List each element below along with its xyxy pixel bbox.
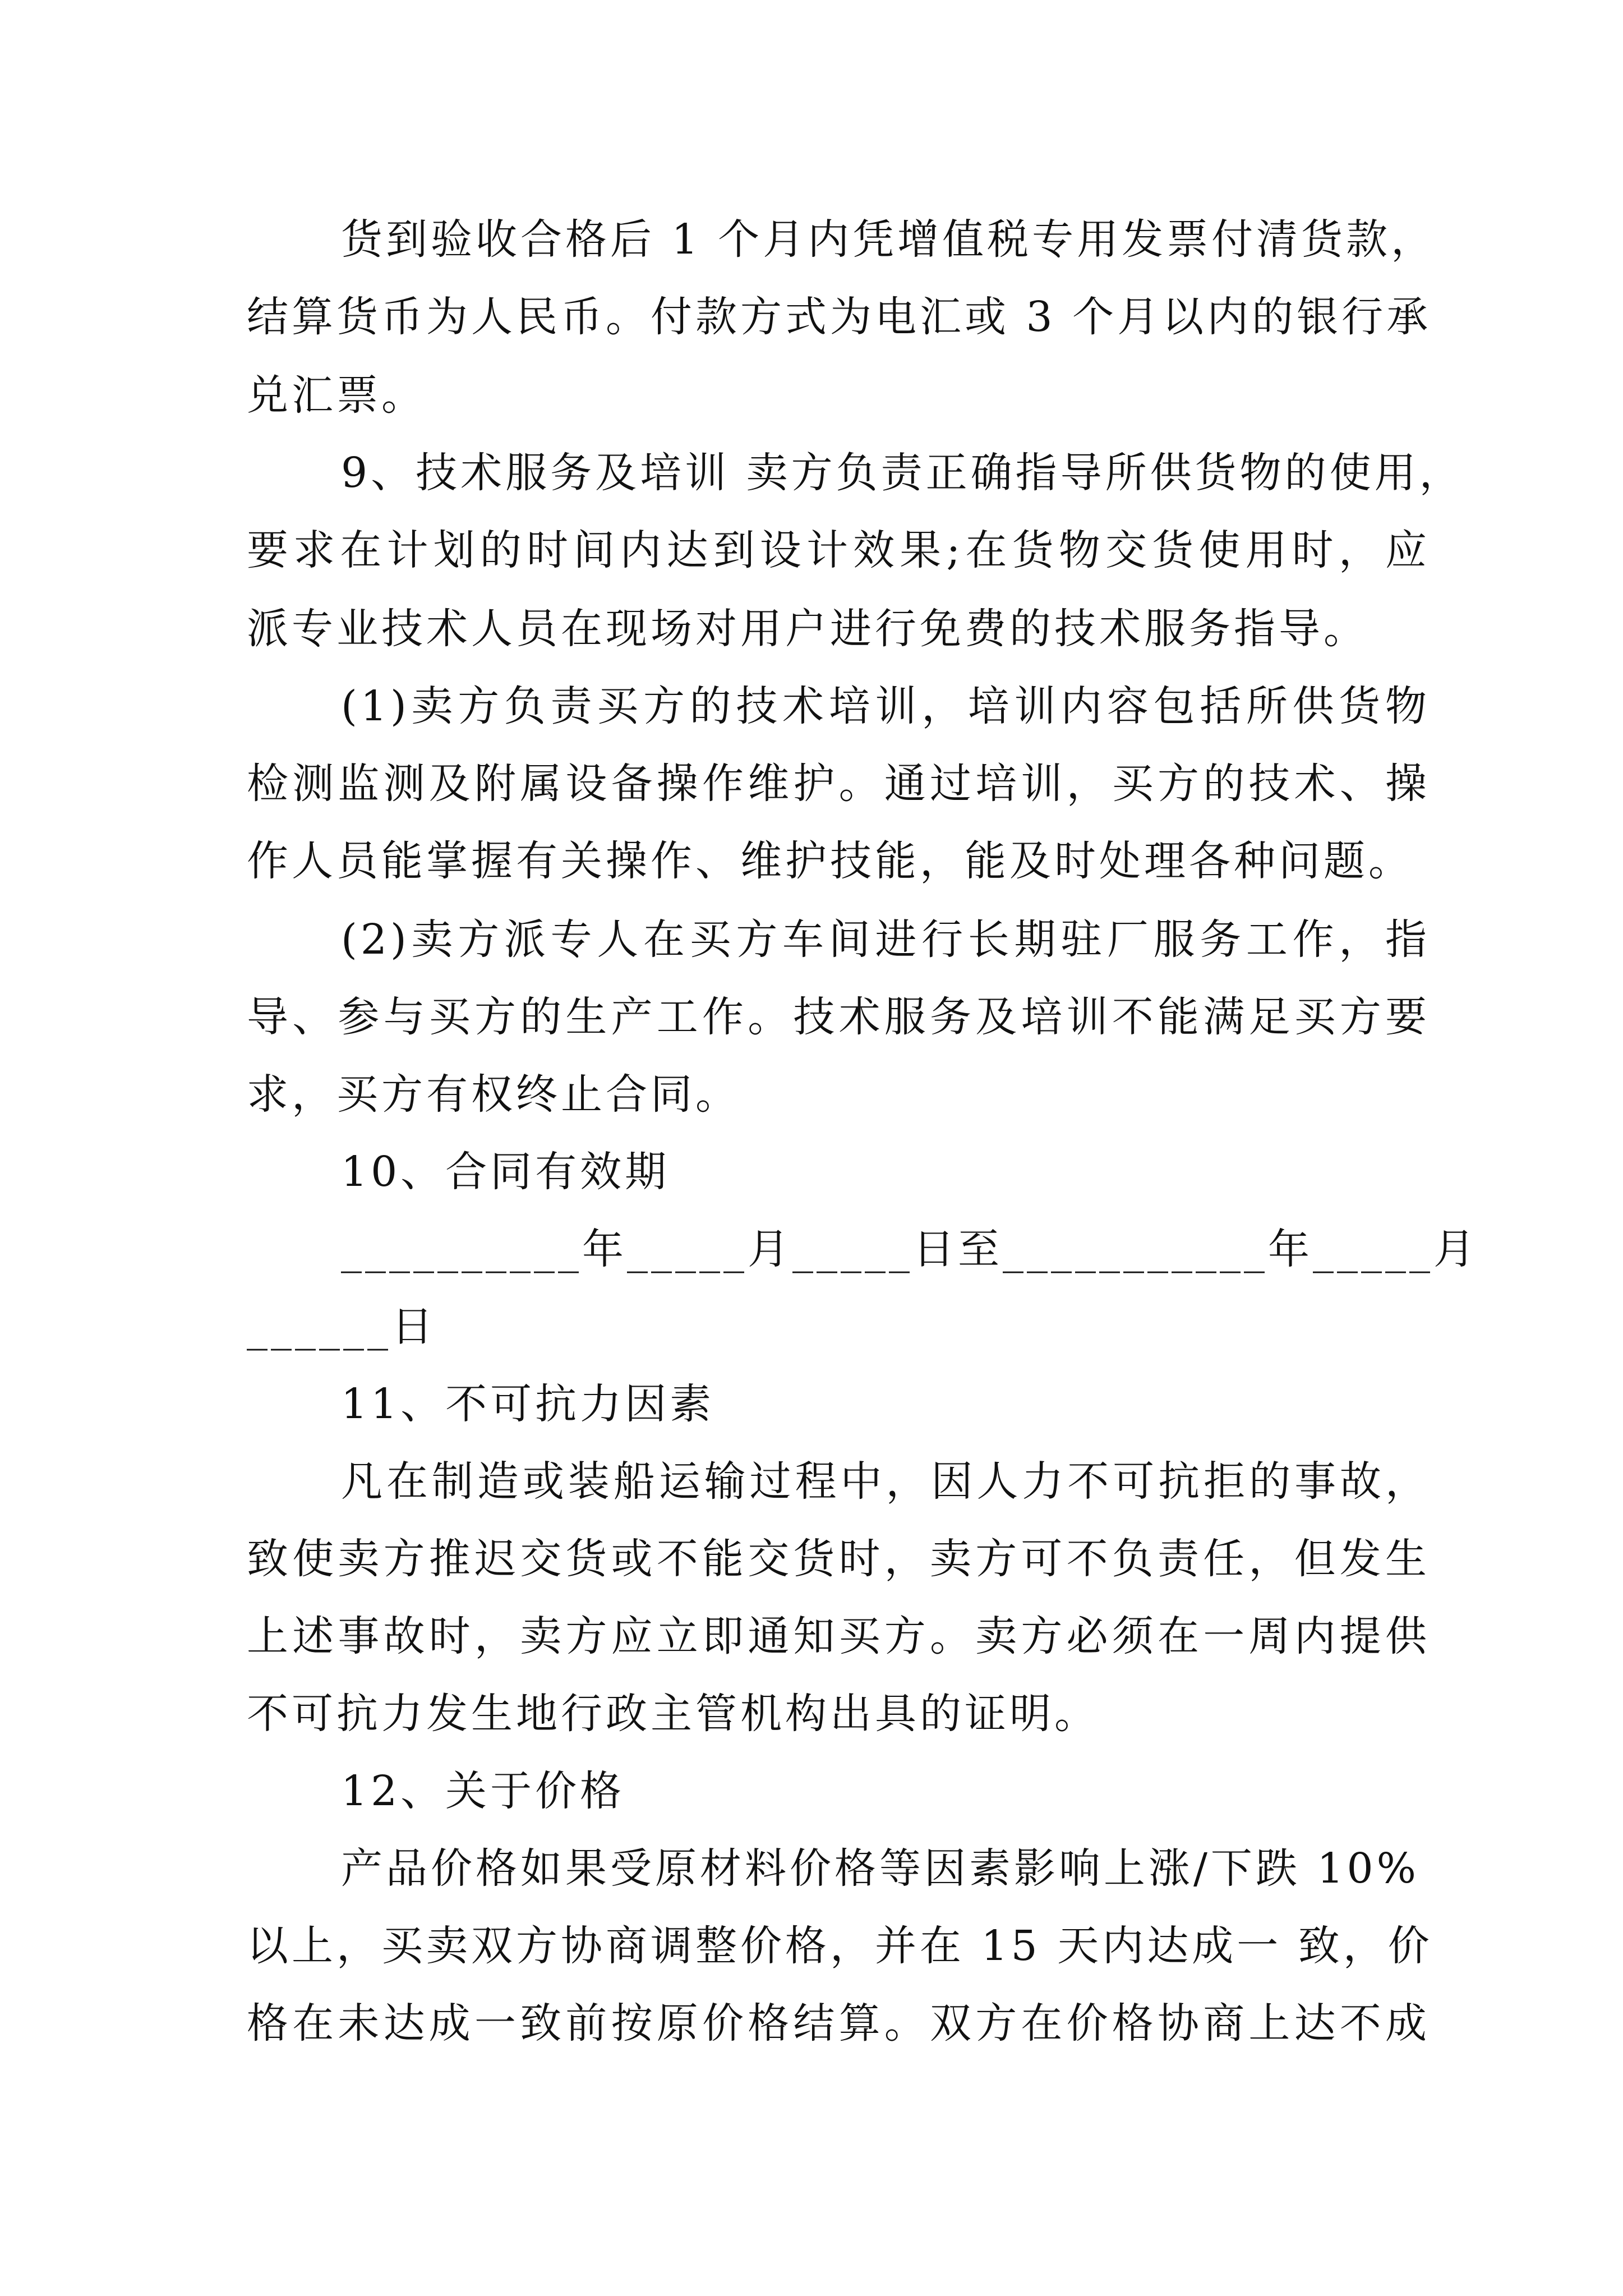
paragraph-line: 上述事故时，卖方应立即通知买方。卖方必须在一周内提供 bbox=[247, 1612, 1430, 1660]
paragraph-line: 产品价格如果受原材料价格等因素影响上涨/下跌 10% bbox=[341, 1844, 1419, 1893]
date-range-line: ______日 bbox=[247, 1303, 436, 1351]
paragraph-line: 货到验收合格后 1 个月内凭增值税专用发票付清货款， bbox=[341, 215, 1436, 264]
paragraph-line: 格在未达成一致前按原价格结算。双方在价格协商上达不成 bbox=[247, 1999, 1430, 2047]
section-heading-9: 9、技术服务及培训 卖方负责正确指导所供货物的使用， bbox=[341, 449, 1464, 497]
date-range-line: __________年_____月_____日至___________年_____月 bbox=[341, 1225, 1478, 1273]
section-heading-10: 10、合同有效期 bbox=[341, 1148, 670, 1196]
section-heading-11: 11、不可抗力因素 bbox=[341, 1380, 715, 1428]
paragraph-line: 作人员能掌握有关操作、维护技能，能及时处理各种问题。 bbox=[247, 837, 1413, 885]
paragraph-line: 以上，买卖双方协商调整价格，并在 15 天内达成一 致，价 bbox=[247, 1922, 1433, 1970]
paragraph-line: 导、参与买方的生产工作。技术服务及培训不能满足买方要 bbox=[247, 993, 1430, 1041]
paragraph-line: (1)卖方负责买方的技术培训，培训内容包括所供货物 bbox=[341, 682, 1430, 730]
paragraph-line: 致使卖方推迟交货或不能交货时，卖方可不负责任，但发生 bbox=[247, 1535, 1430, 1583]
paragraph-line: 结算货币为人民币。付款方式为电汇或 3 个月以内的银行承 bbox=[247, 293, 1432, 341]
paragraph-line: 检测监测及附属设备操作维护。通过培训，买方的技术、操 bbox=[247, 760, 1430, 808]
paragraph-line: 求，买方有权终止合同。 bbox=[247, 1070, 740, 1119]
paragraph-line: 不可抗力发生地行政主管机构出具的证明。 bbox=[247, 1690, 1099, 1738]
paragraph-line: 派专业技术人员在现场对用户进行免费的技术服务指导。 bbox=[247, 605, 1368, 653]
paragraph-line: 要求在计划的时间内达到设计效果;在货物交货使用时，应 bbox=[247, 526, 1430, 574]
paragraph-line: (2)卖方派专人在买方车间进行长期驻厂服务工作，指 bbox=[341, 915, 1430, 964]
paragraph-line: 凡在制造或装船运输过程中，因人力不可抗拒的事故， bbox=[341, 1457, 1430, 1506]
paragraph-line: 兑汇票。 bbox=[247, 371, 426, 420]
section-heading-12: 12、关于价格 bbox=[341, 1767, 625, 1815]
